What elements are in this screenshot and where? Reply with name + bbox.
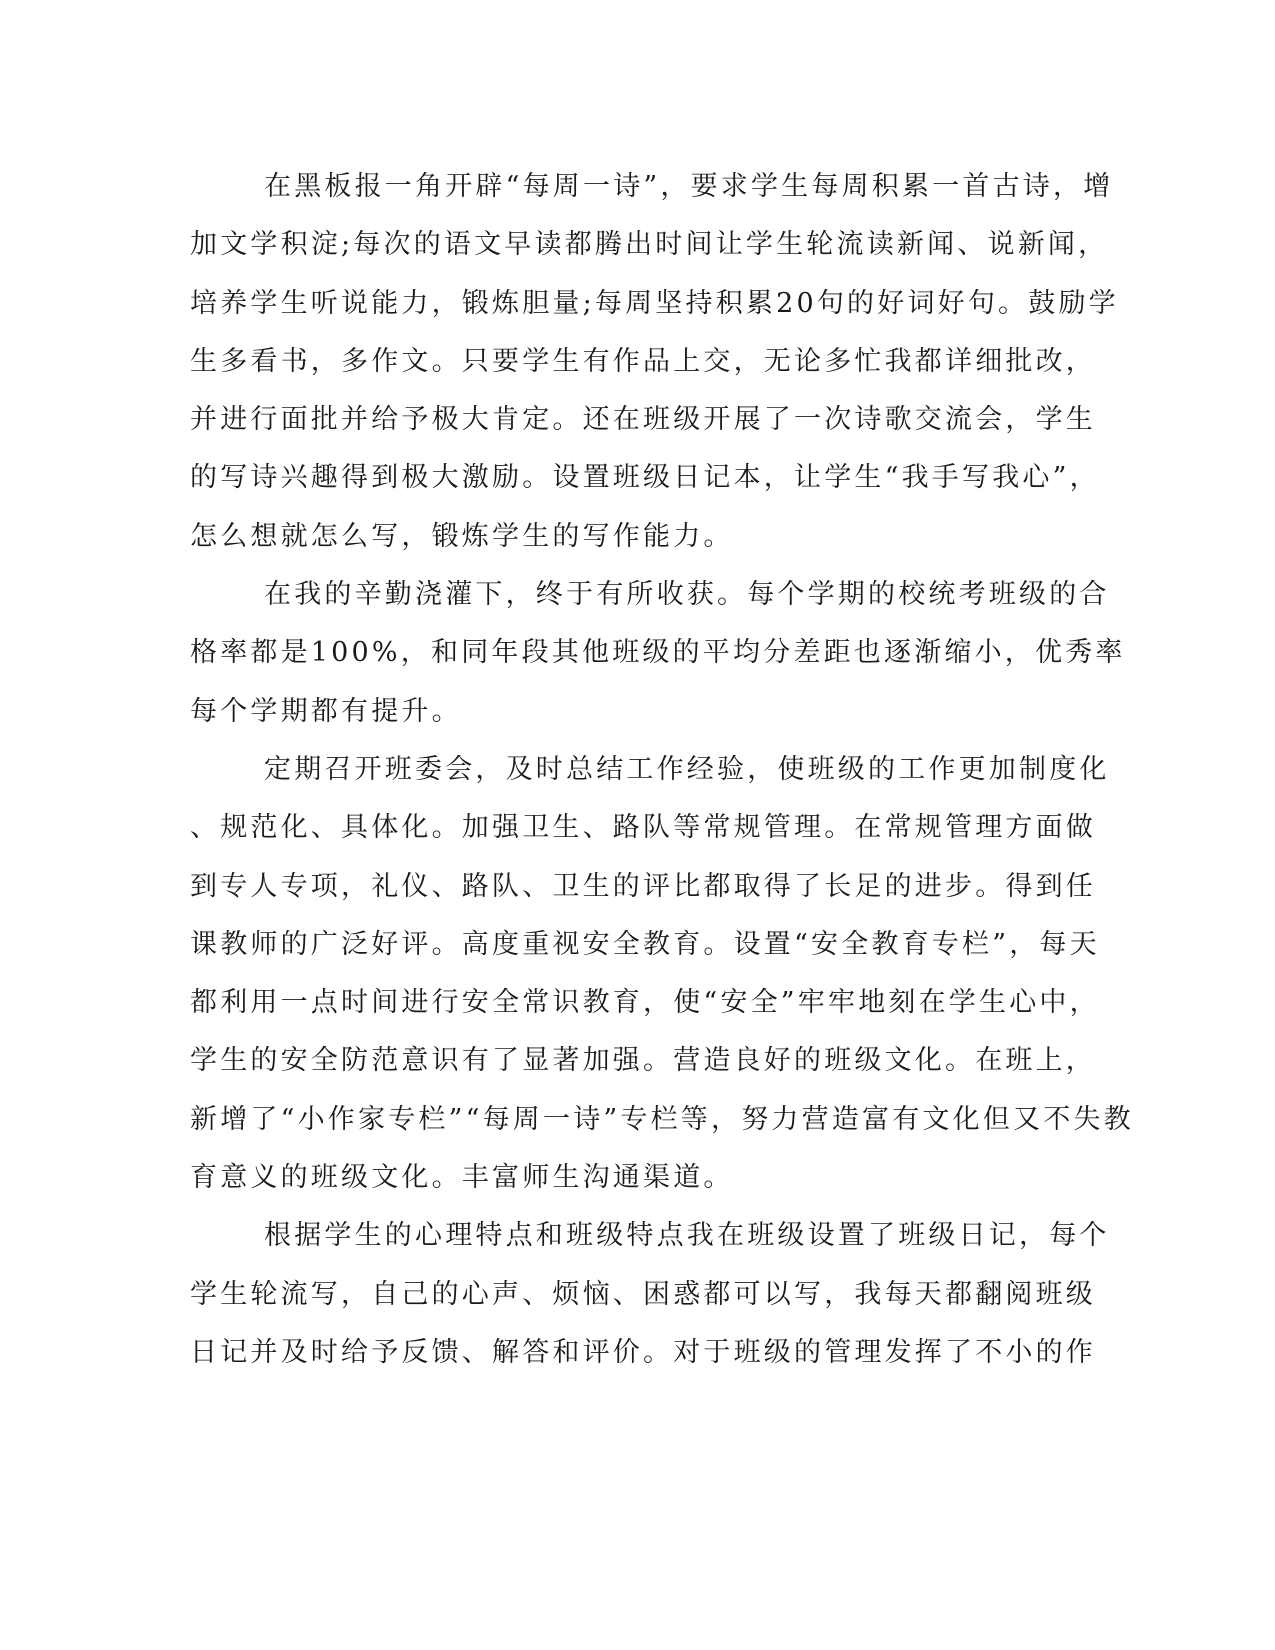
text-line: 都利用一点时间进行安全常识教育，使“安全”牢牢地刻在学生心中， bbox=[190, 987, 1100, 1019]
text-line: 格率都是100%，和同年段其他班级的平均分差距也逐渐缩小，优秀率 bbox=[190, 637, 1126, 669]
text-line: 定期召开班委会，及时总结工作经验，使班级的工作更加制度化 bbox=[264, 753, 1110, 785]
text-line: 加文学积淀;每次的语文早读都腾出时间让学生轮流读新闻、说新闻， bbox=[190, 229, 1109, 261]
text-line: 根据学生的心理特点和班级特点我在班级设置了班级日记，每个 bbox=[264, 1220, 1110, 1252]
text-line: 育意义的班级文化。丰富师生沟通渠道。 bbox=[190, 1162, 734, 1194]
text-line: 学生的安全防范意识有了显著加强。营造良好的班级文化。在班上， bbox=[190, 1045, 1096, 1077]
text-line: 新增了“小作家专栏”“每周一诗”专栏等，努力营造富有文化但又不失教 bbox=[190, 1103, 1134, 1135]
paragraph-1 bbox=[190, 158, 1119, 566]
text-line: 的写诗兴趣得到极大激励。设置班级日记本，让学生“我手写我心”， bbox=[190, 462, 1100, 494]
text-line: 并进行面批并给予极大肯定。还在班级开展了一次诗歌交流会，学生 bbox=[190, 404, 1096, 436]
text-line: 培养学生听说能力，锻炼胆量;每周坚持积累20句的好词好句。鼓励学 bbox=[190, 287, 1119, 319]
text-line: 到专人专项，礼仪、路队、卫生的评比都取得了长足的进步。得到任 bbox=[190, 870, 1096, 902]
paragraph-4 bbox=[190, 1207, 1110, 1382]
text-line: 日记并及时给予反馈、解答和评价。对于班级的管理发挥了不小的作 bbox=[190, 1336, 1096, 1368]
text-line: 怎么想就怎么写，锻炼学生的写作能力。 bbox=[190, 520, 734, 552]
paragraph-3 bbox=[190, 741, 1134, 1207]
text-line: 每个学期都有提升。 bbox=[190, 695, 462, 727]
text-line: 学生轮流写，自己的心声、烦恼、困惑都可以写，我每天都翻阅班级 bbox=[190, 1278, 1096, 1310]
text-line: 在我的辛勤浇灌下，终于有所收获。每个学期的校统考班级的合 bbox=[264, 579, 1110, 611]
text-line: 、规范化、具体化。加强卫生、路队等常规管理。在常规管理方面做 bbox=[190, 812, 1096, 844]
text-line: 在黑板报一角开辟“每周一诗”，要求学生每周积累一首古诗，增 bbox=[264, 171, 1114, 202]
text-line: 生多看书，多作文。只要学生有作品上交，无论多忙我都详细批改， bbox=[190, 345, 1096, 377]
body-text bbox=[190, 158, 1134, 1382]
paragraph-2 bbox=[190, 566, 1126, 741]
text-line: 课教师的广泛好评。高度重视安全教育。设置“安全教育专栏”，每天 bbox=[190, 928, 1100, 960]
